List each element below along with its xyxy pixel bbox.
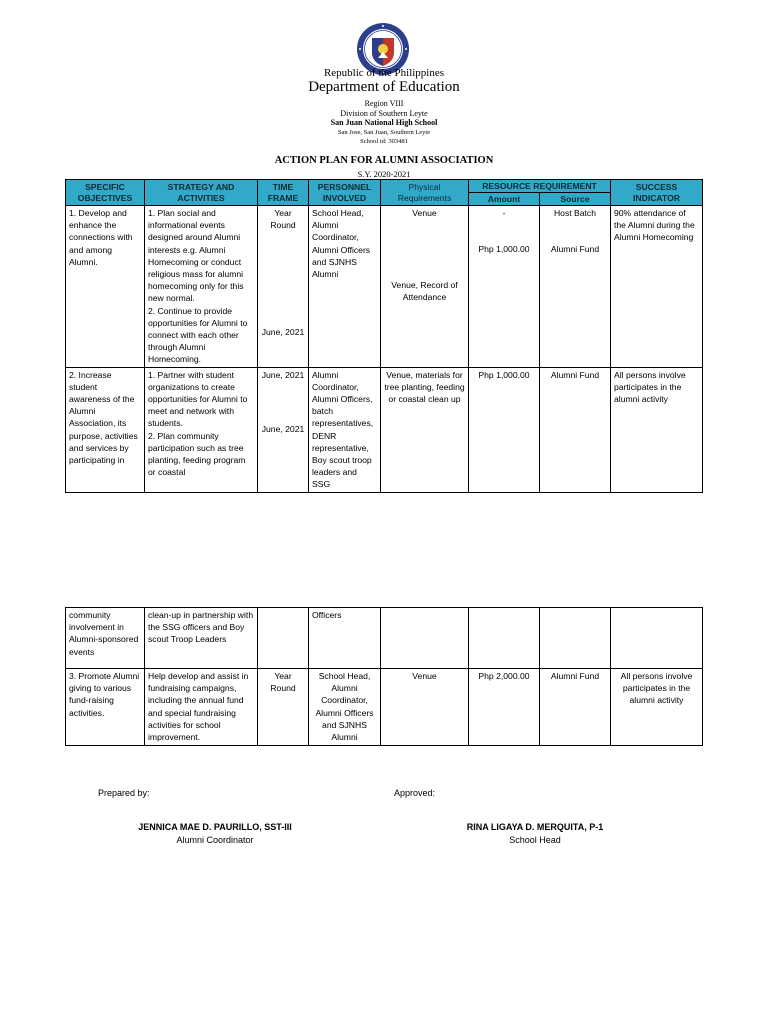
time-cell — [258, 367, 309, 492]
amount-cell — [469, 608, 540, 669]
document-title: ACTION PLAN FOR ALUMNI ASSOCIATION — [274, 155, 494, 166]
table-row — [66, 367, 703, 492]
approved-label: Approved: — [394, 788, 436, 798]
amount-cell — [469, 206, 540, 368]
strategy-item: 2. Plan community participation such as tree planting, feeding program or coastal — [148, 430, 246, 478]
physical-cell — [381, 608, 469, 669]
personnel-cell: School Head, Alumni Coordinator, Alumni Officers and SJNHS Alumni — [309, 669, 381, 746]
header-source: Source — [540, 193, 611, 206]
header-indicator: SUCCESS INDICATOR — [611, 180, 703, 206]
personnel-cell: Alumni Coordinator, Alumni Officers, batch representatives, DENR representative, Boy scout troop leaders and SSG — [309, 367, 381, 492]
personnel-cell: School Head, Alumni Coordinator, Alumni Officers and SJNHS Alumni — [309, 206, 381, 368]
source-value: Host Batch — [553, 208, 597, 218]
amount-value: Php 1,000.00 — [478, 244, 530, 254]
objective-cell: 1. Develop and enhance the connections with and among Alumni. — [66, 206, 145, 368]
table-row — [66, 206, 703, 368]
strategy-item: 1. Plan social and informational events designed around Alumni interests e.g. Alumni Homecoming or conduct religious mass for alumni homecoming only for this new normal. — [148, 208, 244, 304]
table-row — [66, 608, 703, 669]
time-cell — [258, 608, 309, 669]
division-line: Division of Southern Leyte — [340, 109, 428, 118]
strategy-cell: clean-up in partnership with the SSG officers and Boy scout Troop Leaders — [145, 608, 258, 669]
department-heading: Department of Education — [308, 79, 460, 95]
preparer-title: Alumni Coordinator — [176, 835, 254, 845]
header-objectives: SPECIFIC OBJECTIVES — [66, 180, 145, 206]
strategy-cell — [145, 206, 258, 368]
indicator-cell — [611, 608, 703, 669]
physical-cell — [381, 206, 469, 368]
source-cell — [540, 206, 611, 368]
physical-value: Venue, Record of Attendance — [391, 280, 458, 303]
time-value: June, 2021 — [261, 369, 305, 380]
time-cell — [258, 206, 309, 368]
header-physical: Physical Requirements — [381, 180, 469, 206]
strategy-cell — [145, 367, 258, 492]
time-value: June, 2021 — [261, 327, 305, 337]
source-cell: Alumni Fund — [540, 669, 611, 746]
header-amount: Amount — [469, 193, 540, 206]
objective-cell: 3. Promote Alumni giving to various fund-raising activities. — [66, 669, 145, 746]
objective-cell: 2. Increase student awareness of the Alumni Association, its purpose, activities and services by participating in — [66, 367, 145, 492]
header-strategy: STRATEGY AND ACTIVITIES — [145, 180, 258, 206]
preparer-name: JENNICA MAE D. PAURILLO, SST-III — [138, 822, 292, 832]
indicator-cell: 90% attendance of the Alumni during the Alumni Homecoming — [611, 206, 703, 368]
action-plan-table-continued — [65, 607, 703, 746]
school-name: San Juan National High School — [330, 118, 438, 127]
amount-value: - — [502, 208, 506, 218]
indicator-cell: All persons involve participates in the alumni activity — [611, 669, 703, 746]
prepared-by-label: Prepared by: — [98, 788, 150, 798]
source-cell — [540, 608, 611, 669]
region-line: Region VIII — [364, 99, 404, 108]
physical-cell: Venue — [381, 669, 469, 746]
physical-value: Venue — [412, 208, 437, 218]
header-resource: RESOURCE REQUIREMENT — [469, 180, 611, 193]
table-row — [66, 669, 703, 746]
school-year: S.Y. 2020-2021 — [357, 169, 411, 179]
header-personnel: PERSONNEL INVOLVED — [309, 180, 381, 206]
objective-cell: community involvement in Alumni-sponsored events — [66, 608, 145, 669]
approver-name: RINA LIGAYA D. MERQUITA, P-1 — [466, 822, 604, 832]
strategy-cell: Help develop and assist in fundraising campaigns, including the annual fund and special fundraising activities for school improvement. — [145, 669, 258, 746]
approver-title: School Head — [509, 835, 561, 845]
indicator-cell: All persons involve participates in the alumni activity — [611, 367, 703, 492]
source-cell: Alumni Fund — [540, 367, 611, 492]
action-plan-table — [65, 179, 703, 493]
school-id: School id: 303481 — [360, 138, 408, 145]
strategy-item: 1. Partner with student organizations to create opportunities for Alumni to meet and network with students. — [148, 369, 248, 429]
source-value: Alumni Fund — [550, 244, 600, 254]
time-value: Year Round — [270, 208, 296, 231]
personnel-cell: Officers — [309, 608, 381, 669]
school-address: San Jose, San Juan, Southern Leyte — [337, 129, 431, 136]
time-cell: Year Round — [258, 669, 309, 746]
republic-heading: Republic of the Philippines — [323, 67, 445, 79]
amount-cell: Php 2,000.00 — [469, 669, 540, 746]
strategy-item: 2. Continue to provide opportunities for Alumni to connect with each other through Alumni Homecoming. — [148, 305, 248, 365]
time-value: June, 2021 — [261, 423, 305, 434]
physical-cell: Venue, materials for tree planting, feeding or coastal clean up — [381, 367, 469, 492]
amount-cell: Php 1,000.00 — [469, 367, 540, 492]
header-time-frame: TIME FRAME — [258, 180, 309, 206]
